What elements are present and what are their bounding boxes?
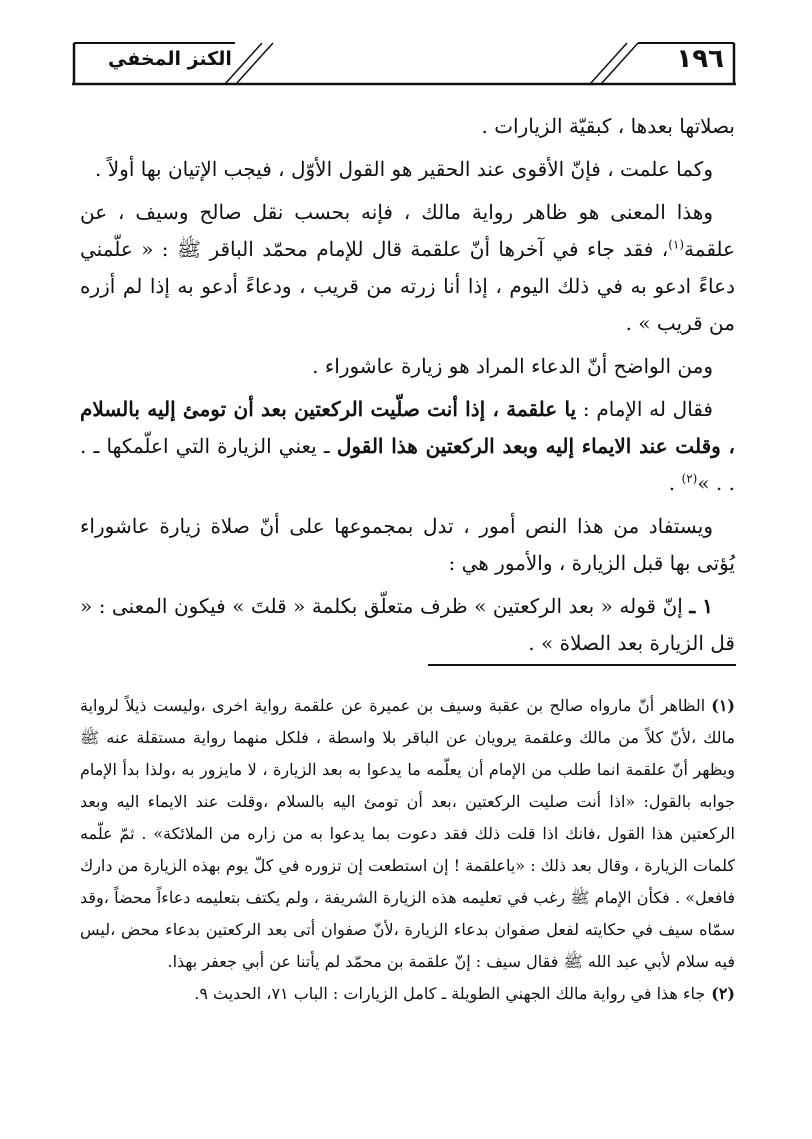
paragraph-3-text-a: وهذا المعنى هو ظاهر رواية مالك ، فإنه بحسب نقل صالح وسيف ، عن علقمة — [80, 200, 735, 261]
paragraph-6-text: ويستفاد من هذا النص أمور ، تدل بمجموعها على أنّ صلاة زيارة عاشوراء يُؤتى بها قبل الزيارة ، والأمور هي : — [80, 514, 735, 575]
list-number-1: ١ ـ — [689, 594, 714, 618]
footnote-2 — [80, 978, 735, 1010]
paragraph-3-text-b: ، فقد جاء في آخرها أنّ علقمة قال للإمام محمّد الباقر ﷺ : « علّمني دعاءً ادعو به في ذلك اليوم ، إذا أنا زرته من قريب ، ودعاءً أدعو به إذا لم أزره من قريب » . — [80, 237, 735, 335]
footnotes — [80, 690, 735, 1010]
paragraph-5 — [80, 391, 735, 502]
running-title: الكنز المخفي — [108, 48, 232, 70]
paragraph-7 — [80, 588, 735, 662]
paragraph-5-text-a: فقال له الإمام : — [576, 397, 713, 421]
paragraph-3 — [80, 194, 735, 342]
paragraph-2 — [80, 151, 735, 188]
paragraph-1-text: بصلاتها بعدها ، كبقيّة الزيارات . — [481, 114, 735, 138]
paragraph-1 — [80, 108, 735, 145]
footnote-1-number: (١) — [711, 696, 735, 715]
main-text — [80, 108, 735, 668]
paragraph-6 — [80, 508, 735, 582]
footnote-ref-2[interactable]: (٢) — [681, 471, 698, 486]
footnote-2-text: جاء هذا في رواية مالك الجهني الطويلة ـ كامل الزيارات : الباب ٧١، الحديث ٩. — [194, 984, 706, 1003]
footnote-ref-1[interactable]: (١) — [668, 237, 685, 252]
footnote-divider — [428, 664, 736, 666]
paragraph-4 — [80, 348, 735, 385]
footnote-1-text: الظاهر أنّ مارواه صالح بن عقبة وسيف بن عميرة عن علقمة رواية اخرى ،وليست ذيلاً لرواية مالك ،لأنّ كلاً من مالك وعلقمة يرويان عن الباقر بلا واسطة ، فلكل منهما رواية مستقلة عنه ﷺ ويظهر أنّ علقمة انما طلب من الإمام أن يعلّمه ما يدعوا به بعد الزيارة ، لا مايزور به ،ولذا بدأ الإمام جوابه بالقول: «اذا أنت صليت الركعتين ،بعد أن تومئ اليه بالسلام ،وقلت عند الايماء اليه وبعد الركعتين هذا القول ،فانك اذا قلت ذلك فقد دعوت بما يدعوا به من زاره من الملائكة» . ثمّ علّمه كلمات الزيارة ، وقال بعد ذلك : «ياعلقمة ! إن استطعت إن تزوره في كلّ يوم بهذه الزيارة من دارك فافعل» . فكأن الإمام ﷺ رغب في تعليمه هذه الزيارة الشريفة ، ولم يكتف بتعليمه دعاءاً محضاً ،وقد سمّاه سيف في حكايته لفعل صفوان بدعاء الزيارة ،لأنّ صفوان أتى بعد الركعتين بدعاء محض ،ليس فيه سلام لأبي عبد الله ﷺ فقال سيف : إنّ علقمة بن محمّد لم يأتنا عن أبي جعفر بهذا. — [80, 696, 736, 971]
paragraph-4-text: ومن الواضح أنّ الدعاء المراد هو زيارة عاشوراء . — [312, 354, 713, 378]
paragraph-7-text: إنّ قوله « بعد الركعتين » ظرف متعلّق بكلمة « قلتَ » فيكون المعنى : « قل الزيارة بعد الصلاة » . — [80, 594, 735, 655]
paragraph-2-text: وكما علمت ، فإنّ الأقوى عند الحقير هو القول الأوّل ، فيجب الإتيان بها أولاً . — [95, 157, 713, 181]
paragraph-5-text-b: ـ يعني الزيارة التي اعلّمكها ـ . . . » — [80, 434, 735, 495]
page-number: ١٩٦ — [676, 44, 724, 74]
footnote-2-number: (٢) — [711, 984, 735, 1003]
paragraph-5-bold: يا علقمة ، إذا أنت صلّيت الركعتين بعد أن تومئ إليه بالسلام ، وقلت عند الايماء إليه وبعد الركعتين هذا القول — [80, 397, 735, 458]
paragraph-5-text-c: . — [668, 471, 682, 495]
footnote-1 — [80, 690, 735, 978]
page-header — [70, 40, 738, 90]
